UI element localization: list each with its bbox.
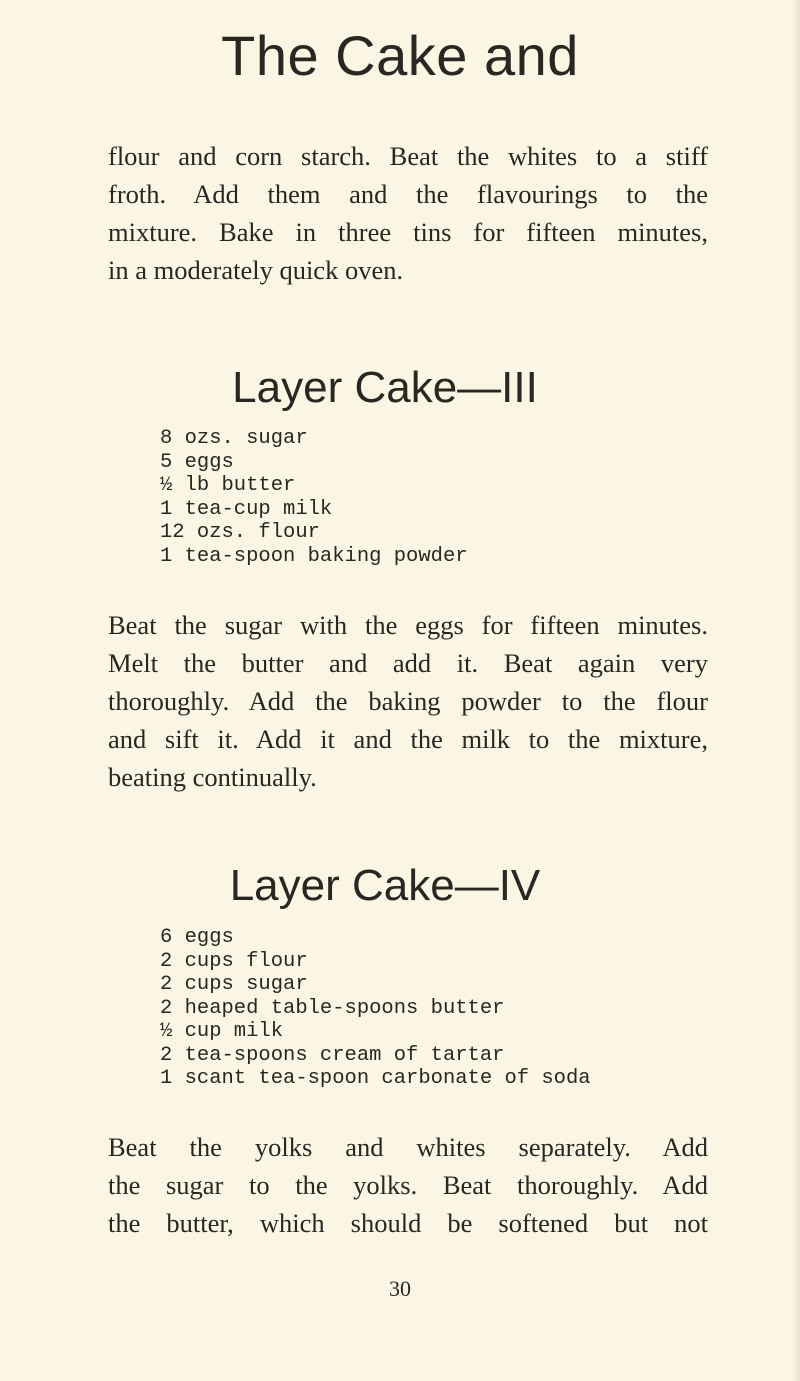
- ingredient-item: 5 eggs: [160, 450, 234, 474]
- paragraph-line: the butter, which should be softened but not: [108, 1208, 708, 1238]
- method-paragraph-layer-cake-iv: [108, 1128, 708, 1242]
- ingredient-item: 2 cups sugar: [160, 973, 308, 996]
- intro-paragraph: [108, 137, 708, 289]
- ingredient-item: 12 ozs. flour: [160, 521, 320, 544]
- paragraph-line: froth. Add them and the flavourings to the: [108, 179, 708, 209]
- paragraph-line: beating continually.: [108, 762, 317, 792]
- method-paragraph-layer-cake-iii: [108, 606, 708, 796]
- paragraph-line: Beat the sugar with the eggs for fifteen minutes.: [108, 610, 708, 640]
- ingredient-item: 2 cups flour: [160, 949, 308, 973]
- page-number: 30: [389, 1276, 411, 1301]
- ingredient-item: 1 scant tea-spoon carbonate of soda: [160, 1067, 591, 1090]
- paragraph-line: in a moderately quick oven.: [108, 255, 404, 285]
- ingredient-item: 2 heaped table-spoons butter: [160, 996, 505, 1020]
- paragraph-line: the sugar to the yolks. Beat thoroughly. Add: [108, 1170, 708, 1200]
- ingredient-list-layer-cake-iii: [160, 427, 468, 568]
- paragraph-line: Melt the butter and add it. Beat again very: [108, 648, 708, 678]
- paragraph-line: and sift it. Add it and the milk to the mixture,: [108, 724, 708, 754]
- paragraph-line: thoroughly. Add the baking powder to the flour: [108, 686, 708, 716]
- page-edge-shadow: [792, 0, 800, 1381]
- ingredient-list-layer-cake-iv: [160, 926, 591, 1091]
- running-head: The Cake and: [221, 24, 579, 87]
- ingredient-item: ½ cup milk: [160, 1020, 284, 1043]
- recipe-title-layer-cake-iii: Layer Cake—III: [232, 363, 538, 412]
- ingredient-item: 1 tea-cup milk: [160, 497, 333, 521]
- ingredient-item: 2 tea-spoons cream of tartar: [160, 1043, 505, 1067]
- recipe-title-layer-cake-iv: Layer Cake—IV: [229, 861, 541, 910]
- paragraph-line: Beat the yolks and whites separately. Add: [108, 1132, 708, 1162]
- ingredient-item: ½ lb butter: [160, 474, 296, 497]
- paragraph-line: flour and corn starch. Beat the whites to a stiff: [108, 141, 708, 171]
- ingredient-item: 6 eggs: [160, 926, 234, 949]
- ingredient-item: 1 tea-spoon baking powder: [160, 544, 468, 568]
- ingredient-item: 8 ozs. sugar: [160, 427, 308, 450]
- paragraph-line: mixture. Bake in three tins for fifteen minutes,: [108, 217, 708, 247]
